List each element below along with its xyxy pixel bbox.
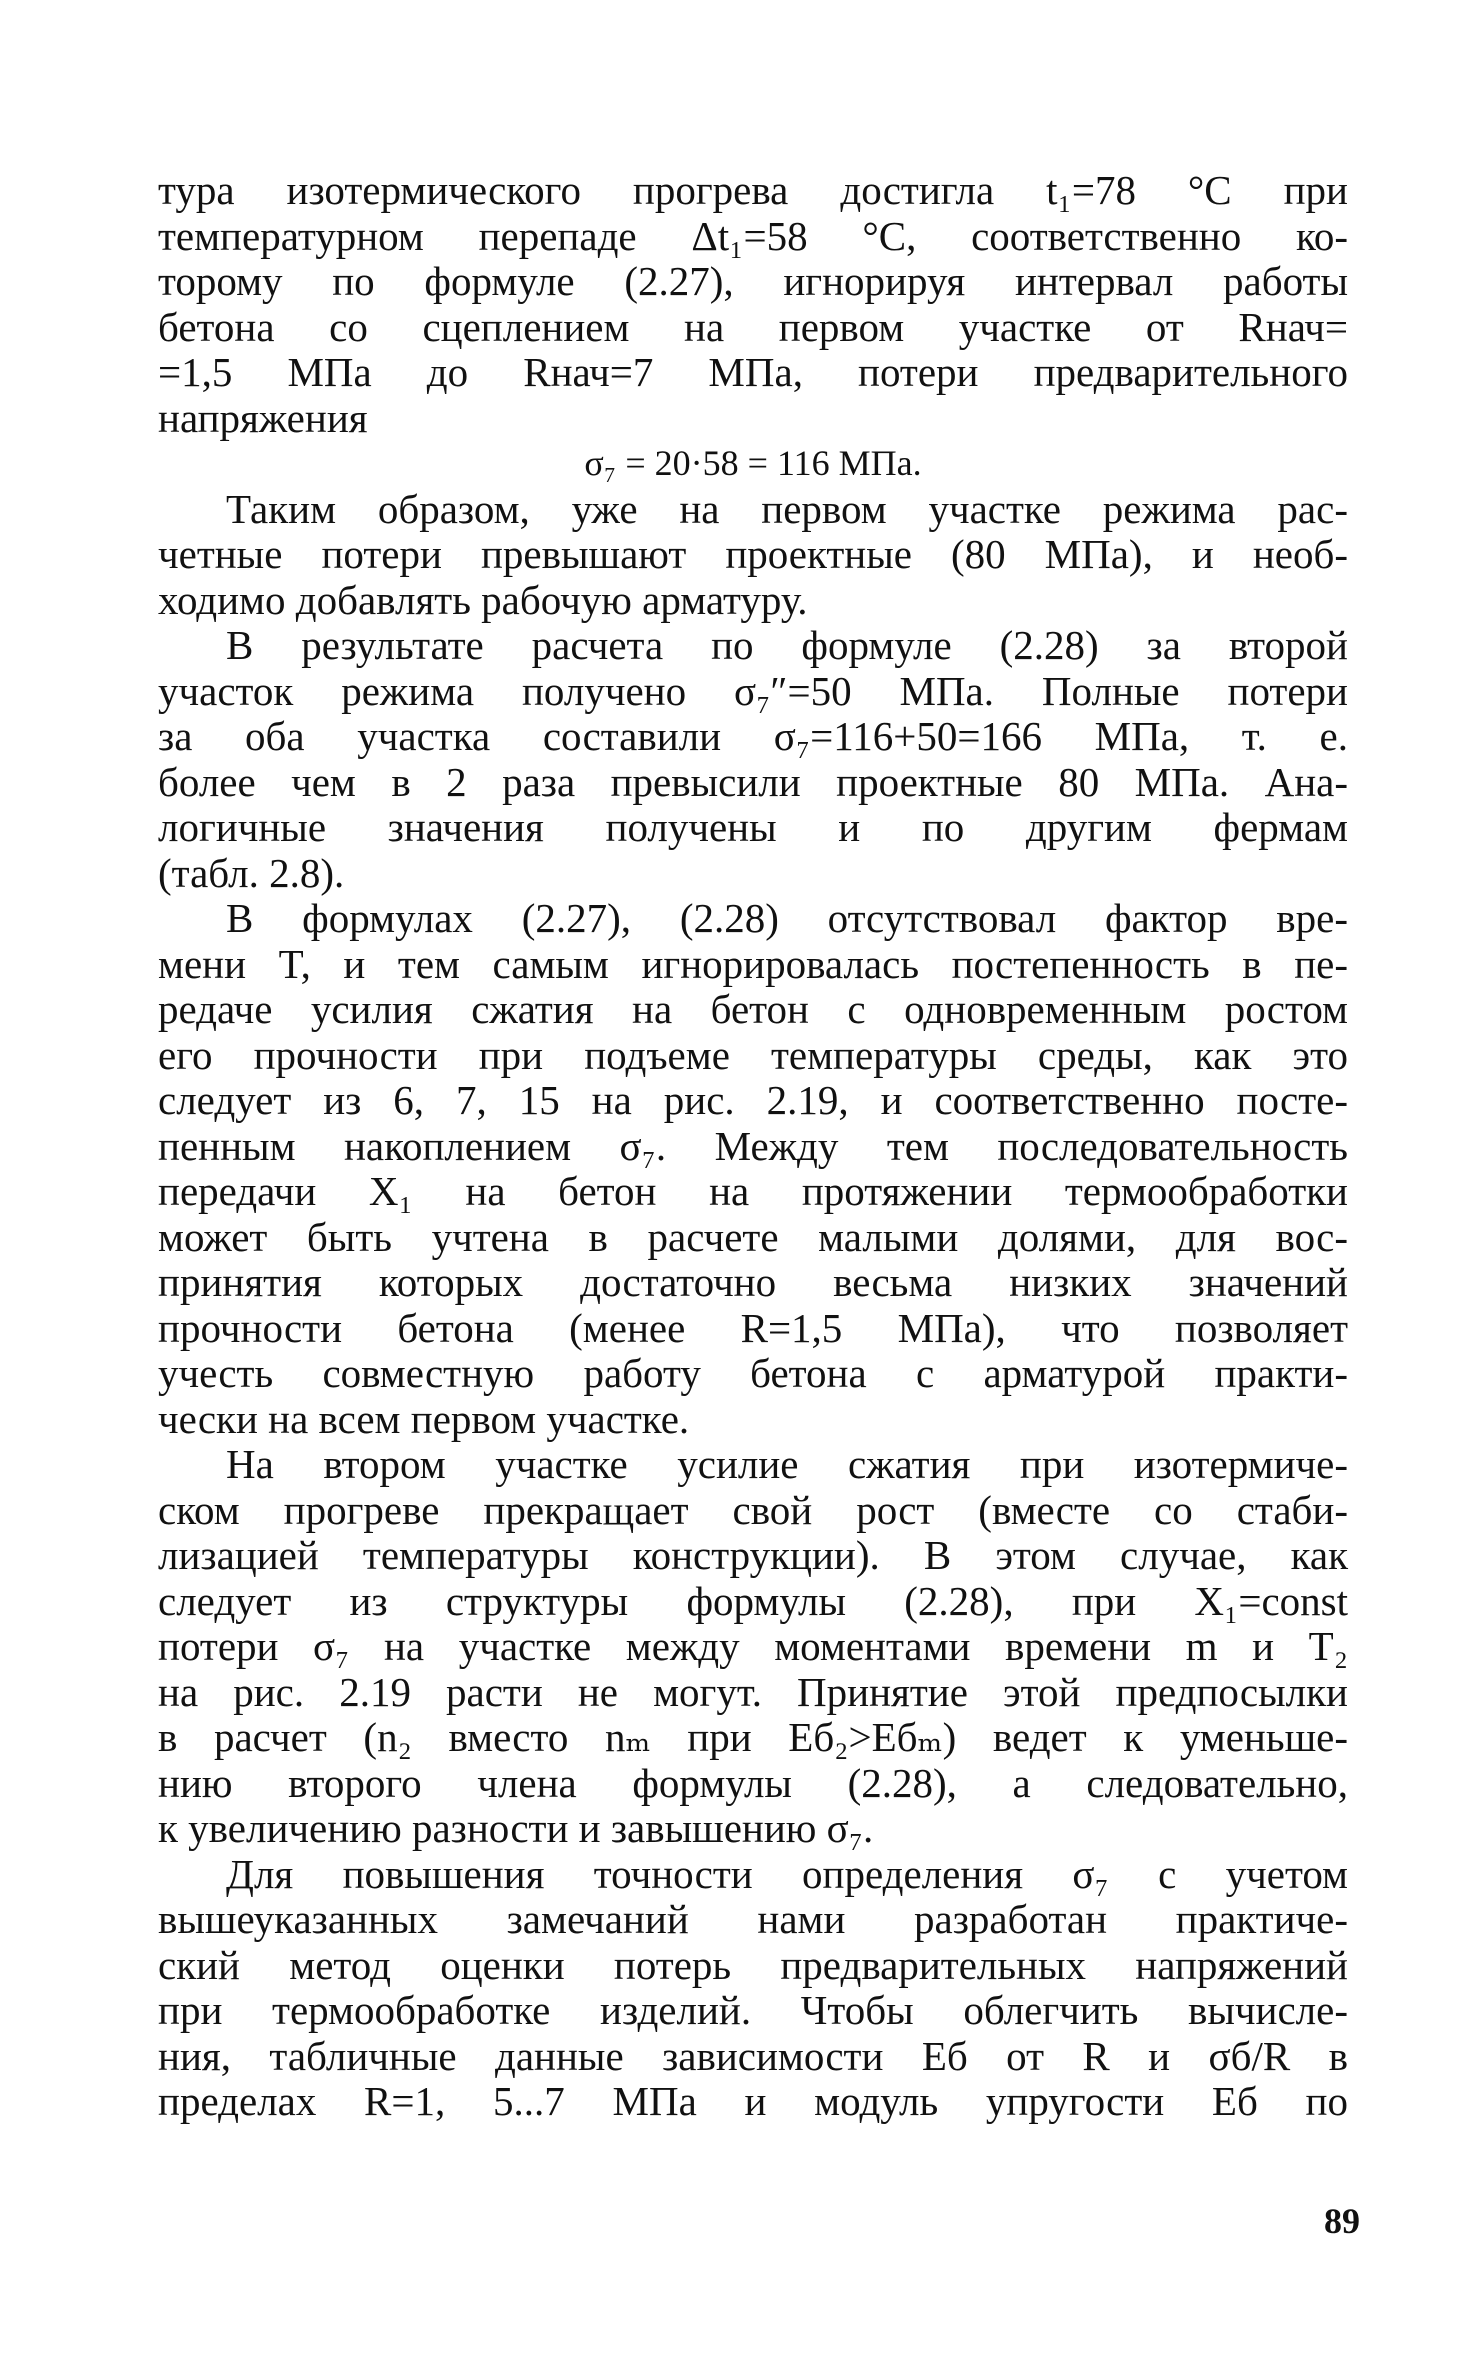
text-line: температурном перепаде Δt₁=58 °C, соответственно ко- <box>158 212 1348 259</box>
text-line: В формулах (2.27), (2.28) отсутствовал фактор вре- <box>226 895 1348 941</box>
paragraph-1 <box>158 168 1348 441</box>
formula-sigma7: σ₇ = 20·58 = 116 МПа. <box>584 443 922 483</box>
text-line: редаче усилия сжатия на бетон с одновременным ростом <box>158 986 1348 1032</box>
text-line: нию второго члена формулы (2.28), а следовательно, <box>158 1759 1348 1806</box>
text-line: В результате расчета по формуле (2.28) за второй <box>226 622 1348 668</box>
text-line: следует из структуры формулы (2.28), при X₁=const <box>158 1577 1348 1624</box>
text-line: четные потери превышают проектные (80 МПа), и необ- <box>158 531 1348 577</box>
text-line: в расчет (n₂ вместо nₘ при Eб₂>Eбₘ) ведет к уменьше- <box>158 1714 1348 1760</box>
text-line: (табл. 2.8). <box>158 849 345 896</box>
text-line: может быть учтена в расчете малыми долями, для вос- <box>158 1213 1348 1260</box>
text-line: ния, табличные данные зависимости Eб от R и σб/R в <box>158 2032 1348 2079</box>
text-line: бетона со сцеплением на первом участке от Rнач= <box>158 303 1348 350</box>
text-line: =1,5 МПа до Rнач=7 МПа, потери предварительного <box>158 349 1348 395</box>
text-line: лизацией температуры конструкции). В этом случае, как <box>158 1532 1348 1578</box>
text-line: ский метод оценки потерь предварительных напряжений <box>158 1941 1348 1988</box>
text-line: принятия которых достаточно весьма низких значений <box>158 1259 1348 1305</box>
text-line: логичные значения получены и по другим фермам <box>158 804 1348 850</box>
paragraph-3 <box>158 623 1348 896</box>
text-line: вышеуказанных замечаний нами разработан практиче- <box>158 1896 1348 1942</box>
text-line: его прочности при подъеме температуры среды, как это <box>158 1031 1348 1078</box>
text-line: ском прогреве прекращает свой рост (вместе со стаби- <box>158 1486 1348 1533</box>
text-line: На втором участке усилие сжатия при изотермиче- <box>226 1441 1348 1487</box>
text-line: напряжения <box>158 394 368 441</box>
text-line: передачи X₁ на бетон на протяжении термообработки <box>158 1168 1348 1214</box>
text-line: следует из 6, 7, 15 на рис. 2.19, и соответственно посте- <box>158 1077 1348 1123</box>
text-line: чески на всем первом участке. <box>158 1395 690 1442</box>
text-line: пределах R=1, 5...7 МПа и модуль упругости Eб по <box>158 2078 1348 2124</box>
text-line: Таким образом, уже на первом участке режима рас- <box>226 485 1348 532</box>
paragraph-2 <box>158 487 1348 624</box>
text-line: ходимо добавлять рабочую арматуру. <box>158 576 808 623</box>
text-line: к увеличению разности и завышению σ₇. <box>158 1805 874 1851</box>
text-line: учесть совместную работу бетона с арматурой практи- <box>158 1350 1348 1396</box>
page-number: 89 <box>1324 2201 1360 2241</box>
text-line: пенным накоплением σ₇. Между тем последовательность <box>158 1122 1348 1169</box>
paragraph-6 <box>158 1852 1348 2125</box>
text-line: на рис. 2.19 расти не могут. Принятие этой предпосылки <box>158 1668 1348 1715</box>
body-text <box>158 168 1348 2125</box>
paragraph-5 <box>158 1442 1348 1852</box>
text-line: за оба участка составили σ₇=116+50=166 МПа, т. е. <box>158 713 1348 759</box>
text-line: более чем в 2 раза превысили проектные 80 МПа. Ана- <box>158 758 1348 805</box>
text-line: при термообработке изделий. Чтобы облегчить вычисле- <box>158 1987 1348 2033</box>
text-line: мени T, и тем самым игнорировалась постепенность в пе- <box>158 940 1348 987</box>
text-line: прочности бетона (менее R=1,5 МПа), что позволяет <box>158 1304 1348 1351</box>
text-line: потери σ₇ на участке между моментами времени m и T₂ <box>158 1623 1348 1669</box>
paragraph-4 <box>158 896 1348 1442</box>
text-line: тура изотермического прогрева достигла t₁=78 °C при <box>158 167 1348 213</box>
text-line: участок режима получено σ₇″=50 МПа. Полные потери <box>158 667 1348 714</box>
text-line: Для повышения точности определения σ₇ с учетом <box>226 1850 1348 1897</box>
text-line: торому по формуле (2.27), игнорируя интервал работы <box>158 258 1348 304</box>
